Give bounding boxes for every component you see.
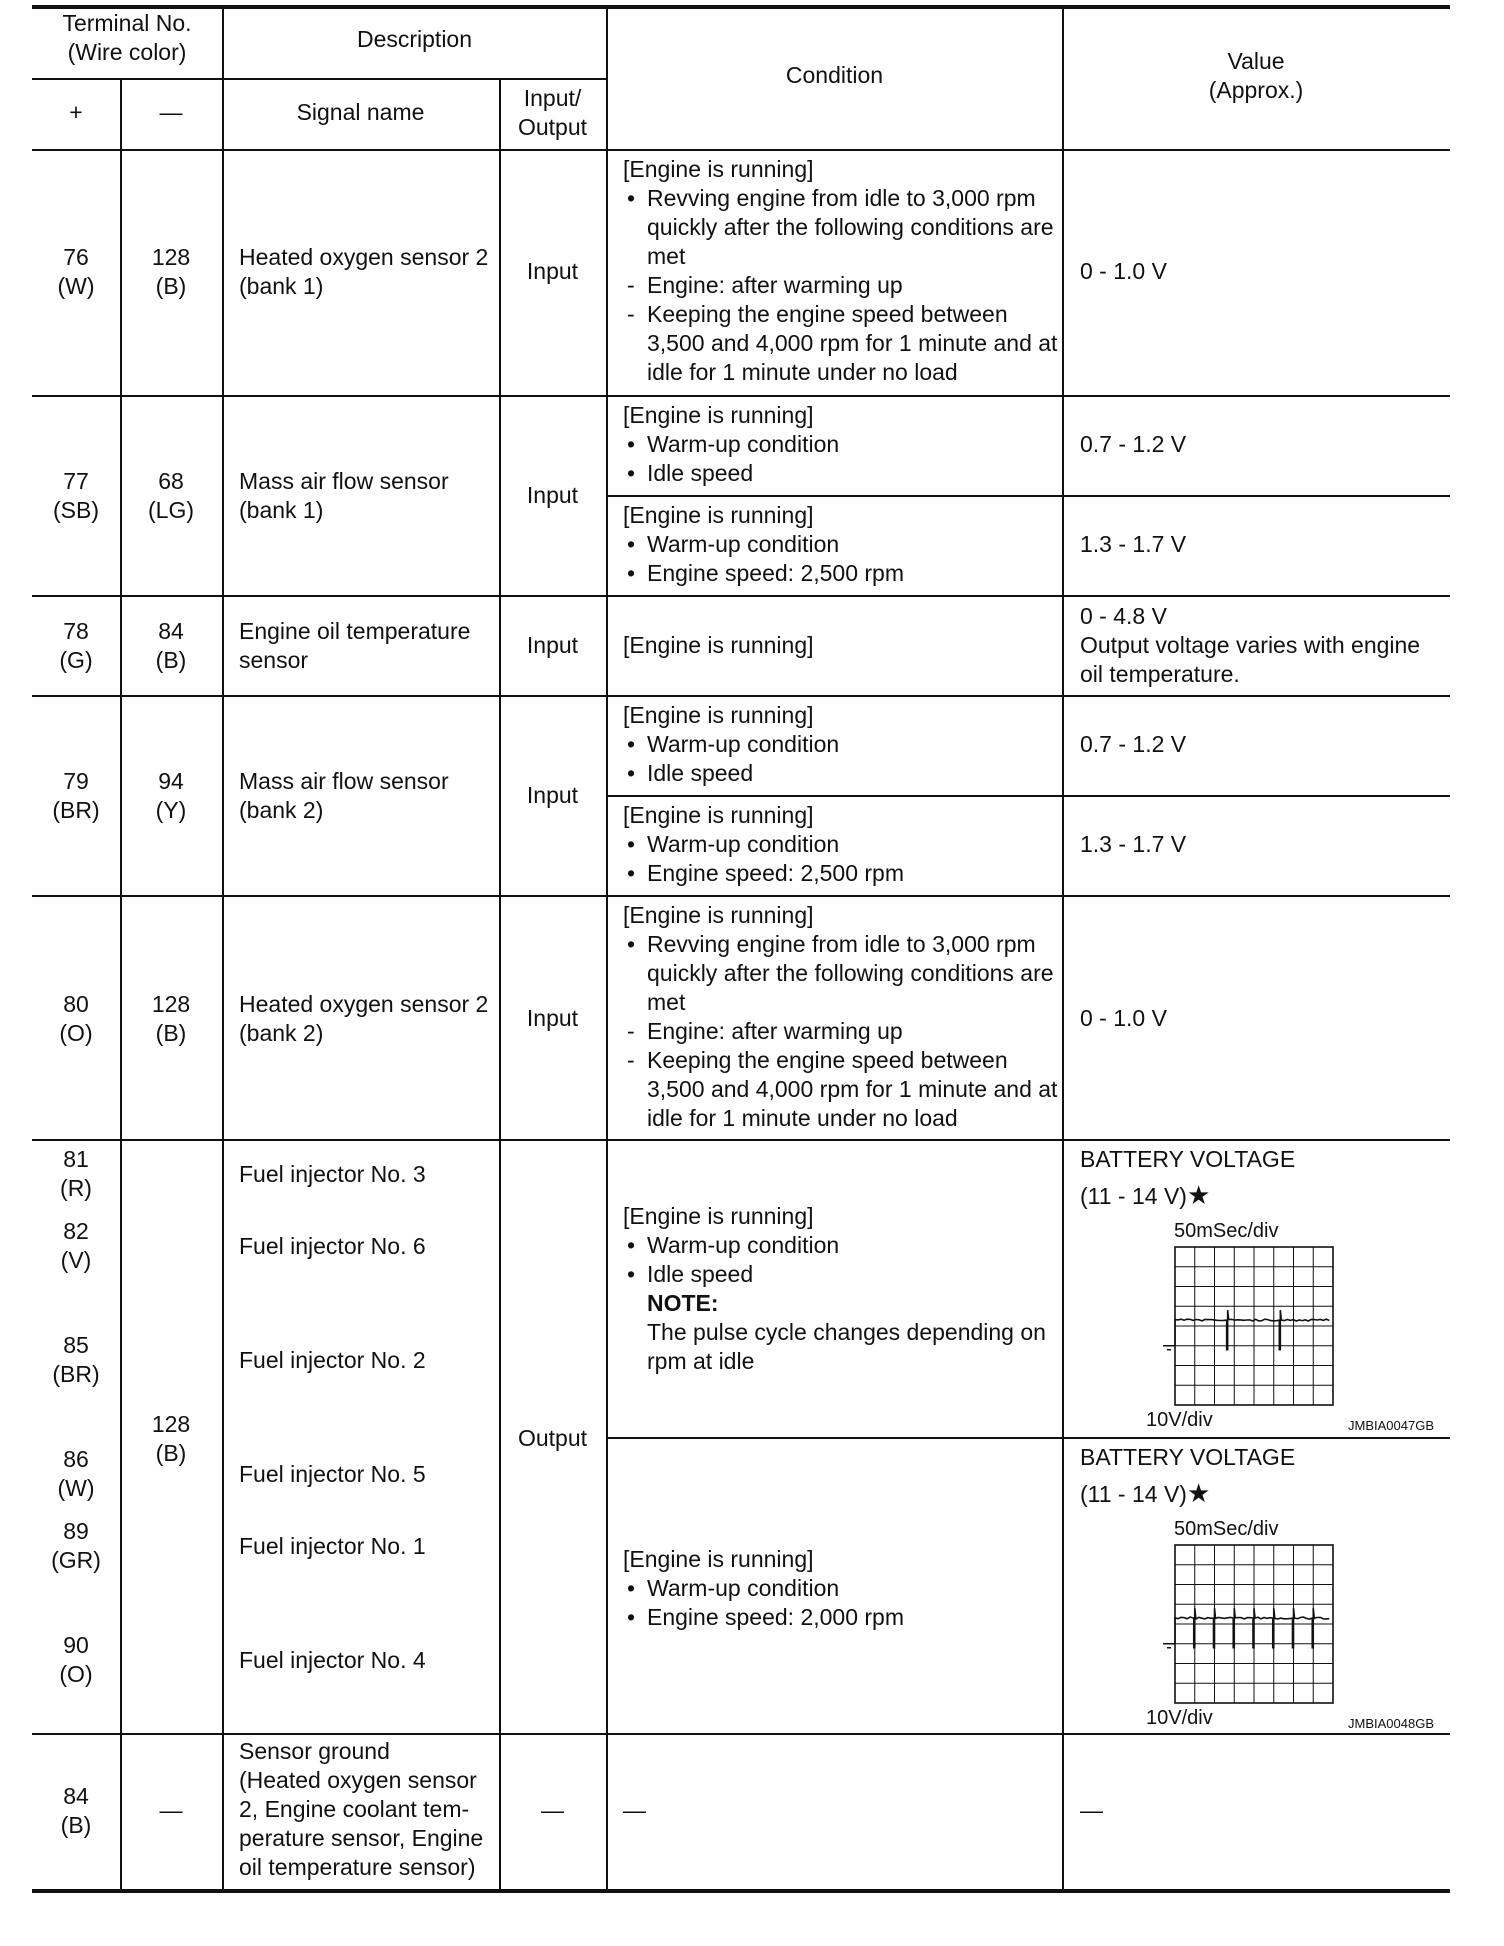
signal-name: Mass air flow sensor (bank 1) — [239, 468, 449, 523]
header-signal-name: Signal name — [296, 99, 425, 125]
header-description: Description — [356, 26, 473, 52]
signal-name: Heated oxygen sensor 2 (bank 1) — [239, 244, 489, 299]
condition-bullet: • Warm-up condition — [623, 1231, 1046, 1260]
condition-line: met — [647, 989, 686, 1015]
condition-line: [Engine is running] — [623, 702, 814, 728]
row-sub-rule — [607, 495, 1450, 497]
condition-line: rpm at idle — [647, 1348, 755, 1374]
row-sub-rule — [607, 1437, 1450, 1439]
scope-time-div: 50mSec/div — [1174, 1518, 1279, 1540]
condition-bullet: • Engine speed: 2,500 rpm — [623, 559, 904, 588]
row-rule — [32, 395, 1450, 397]
figure-code: JMBIA0047GB — [1348, 1418, 1434, 1433]
table-top-rule — [32, 5, 1450, 9]
value-text: 1.3 - 1.7 V — [1080, 531, 1187, 557]
col-rule — [120, 78, 122, 1891]
condition-line: [Engine is running] — [623, 156, 814, 182]
row-sub-rule — [607, 795, 1450, 797]
condition-text — [623, 701, 839, 788]
scope-waveform — [1175, 1608, 1329, 1648]
condition-text — [623, 155, 1057, 387]
condition-bullet: • Idle speed — [623, 759, 839, 788]
value-range — [1080, 1181, 1210, 1211]
value-text: 1.3 - 1.7 V — [1080, 831, 1187, 857]
signal-name: Fuel injector No. 2 — [239, 1347, 426, 1373]
condition-line: idle for 1 minute under no load — [647, 1105, 958, 1131]
terminal-plus: 90 (O) — [59, 1632, 93, 1687]
io-type: Input — [526, 782, 579, 808]
condition-bullet: • Warm-up condition — [623, 430, 839, 459]
condition-bullet: • Engine speed: 2,000 rpm — [623, 1603, 904, 1632]
signal-name: Heated oxygen sensor 2 (bank 2) — [239, 991, 489, 1046]
condition-line: [Engine is running] — [623, 1203, 814, 1229]
terminal-minus: 128 (B) — [151, 1411, 191, 1466]
row-rule — [32, 1139, 1450, 1141]
col-rule — [222, 5, 224, 1891]
col-rule — [1062, 5, 1064, 1891]
value-text: 0 - 1.0 V — [1080, 258, 1167, 284]
terminal-minus: 128 (B) — [151, 244, 191, 299]
header-condition: Condition — [785, 62, 884, 88]
terminal-plus: 86 (W) — [57, 1446, 95, 1501]
condition-line: quickly after the following conditions are — [647, 960, 1054, 986]
io-type: Output — [517, 1425, 588, 1451]
condition-dash: - Keeping the engine speed between — [623, 300, 1057, 329]
condition-bullet: • Idle speed — [623, 1260, 1046, 1289]
value-text: 0.7 - 1.2 V — [1080, 431, 1187, 457]
condition-text — [623, 901, 1057, 1133]
header-io: Input/ Output — [517, 85, 588, 140]
condition-bullet: • Revving engine from idle to 3,000 rpm — [623, 930, 1057, 959]
condition-line: [Engine is running] — [623, 902, 814, 928]
col-rule — [499, 78, 501, 1891]
condition-bullet: • Warm-up condition — [623, 730, 839, 759]
condition-bullet: • Warm-up condition — [623, 530, 904, 559]
header-mid-rule — [32, 78, 607, 80]
terminal-plus: 77 (SB) — [53, 468, 99, 523]
terminal-plus: 81 (R) — [60, 1146, 92, 1201]
terminal-plus: 85 (BR) — [52, 1332, 100, 1387]
value-range-text: (11 - 14 V) — [1080, 1183, 1187, 1209]
terminal-plus: 80 (O) — [59, 991, 93, 1046]
row-rule — [32, 1733, 1450, 1735]
terminal-plus: 82 (V) — [60, 1218, 92, 1273]
condition-line: quickly after the following conditions are — [647, 214, 1054, 240]
condition-bullet: • Warm-up condition — [623, 830, 904, 859]
condition-line: [Engine is running] — [623, 402, 814, 428]
io-type: Input — [526, 258, 579, 284]
condition-line: 3,500 and 4,000 rpm for 1 minute and at — [647, 330, 1058, 356]
header-bottom-rule — [32, 149, 1450, 151]
condition-line: [Engine is running] — [623, 1546, 814, 1572]
condition-bullet: • Warm-up condition — [623, 1574, 904, 1603]
scope-volt-div: 10V/div — [1146, 1707, 1213, 1729]
star-icon: ★ — [1186, 1478, 1211, 1508]
oscilloscope-waveform-a — [1131, 1243, 1341, 1413]
condition-text — [623, 1202, 1046, 1376]
value-text: 0 - 4.8 V Output voltage varies with engine oil temperature. — [1080, 603, 1421, 687]
terminal-plus: 79 (BR) — [52, 768, 100, 823]
header-value: Value (Approx.) — [1208, 48, 1304, 103]
header-plus: + — [69, 99, 83, 125]
value-title: BATTERY VOLTAGE — [1080, 1444, 1296, 1470]
terminal-minus: — — [159, 1797, 183, 1823]
value-title: BATTERY VOLTAGE — [1080, 1146, 1296, 1172]
condition-bullet: • Idle speed — [623, 459, 839, 488]
signal-name: Sensor ground (Heated oxygen sensor 2, Engine coolant tem- perature sensor, Engine oil temperature sensor) — [239, 1738, 484, 1880]
terminal-minus: 128 (B) — [151, 991, 191, 1046]
signal-name: Engine oil temperature sensor — [239, 618, 471, 673]
io-type: Input — [526, 632, 579, 658]
signal-name: Fuel injector No. 6 — [239, 1233, 426, 1259]
terminal-minus: 68 (LG) — [148, 468, 194, 523]
condition-line: The pulse cycle changes depending on — [647, 1319, 1046, 1345]
header-terminal: Terminal No. (Wire color) — [62, 10, 192, 65]
condition-dash: - Engine: after warming up — [623, 1017, 1057, 1046]
condition-bullet: • Revving engine from idle to 3,000 rpm — [623, 184, 1057, 213]
header-minus: — — [159, 99, 183, 125]
condition-line: [Engine is running] — [623, 802, 814, 828]
condition-text — [623, 401, 839, 488]
signal-name: Fuel injector No. 1 — [239, 1533, 426, 1559]
terminal-plus: 76 (W) — [57, 244, 95, 299]
condition-text — [623, 801, 904, 888]
terminal-table — [32, 5, 1450, 1925]
condition-line: [Engine is running] — [623, 502, 814, 528]
condition-text — [623, 501, 904, 588]
condition-bullet: • Engine speed: 2,500 rpm — [623, 859, 904, 888]
figure-code: JMBIA0048GB — [1348, 1716, 1434, 1731]
terminal-minus: 94 (Y) — [155, 768, 187, 823]
row-rule — [32, 695, 1450, 697]
row-rule — [32, 895, 1450, 897]
value-text: 0.7 - 1.2 V — [1080, 731, 1187, 757]
terminal-plus: 89 (GR) — [51, 1518, 101, 1573]
star-icon: ★ — [1186, 1180, 1211, 1210]
condition-text — [623, 1545, 904, 1632]
condition-text: — — [623, 1797, 646, 1823]
condition-line: met — [647, 243, 686, 269]
signal-name: Fuel injector No. 3 — [239, 1161, 426, 1187]
scope-time-div: 50mSec/div — [1174, 1220, 1279, 1242]
condition-dash: - Keeping the engine speed between — [623, 1046, 1057, 1075]
terminal-plus: 84 (B) — [60, 1783, 92, 1838]
signal-name: Fuel injector No. 4 — [239, 1647, 426, 1673]
signal-name: Mass air flow sensor (bank 2) — [239, 768, 449, 823]
value-range — [1080, 1479, 1210, 1509]
value-text: 0 - 1.0 V — [1080, 1005, 1167, 1031]
row-rule — [32, 595, 1450, 597]
value-text: — — [1080, 1797, 1103, 1823]
io-type: — — [541, 1797, 564, 1823]
scope-waveform — [1175, 1310, 1329, 1350]
table-bottom-rule — [32, 1889, 1450, 1893]
io-type: Input — [526, 1005, 579, 1031]
condition-dash: - Engine: after warming up — [623, 271, 1057, 300]
col-rule — [606, 5, 608, 1891]
condition-line: 3,500 and 4,000 rpm for 1 minute and at — [647, 1076, 1058, 1102]
value-range-text: (11 - 14 V) — [1080, 1481, 1187, 1507]
note-label: NOTE: — [647, 1290, 719, 1316]
condition-text: [Engine is running] — [623, 632, 814, 658]
scope-volt-div: 10V/div — [1146, 1409, 1213, 1431]
oscilloscope-waveform-b — [1131, 1541, 1341, 1711]
terminal-minus: 84 (B) — [155, 618, 187, 673]
signal-name: Fuel injector No. 5 — [239, 1461, 426, 1487]
condition-line: idle for 1 minute under no load — [647, 359, 958, 385]
io-type: Input — [526, 482, 579, 508]
terminal-plus: 78 (G) — [59, 618, 93, 673]
